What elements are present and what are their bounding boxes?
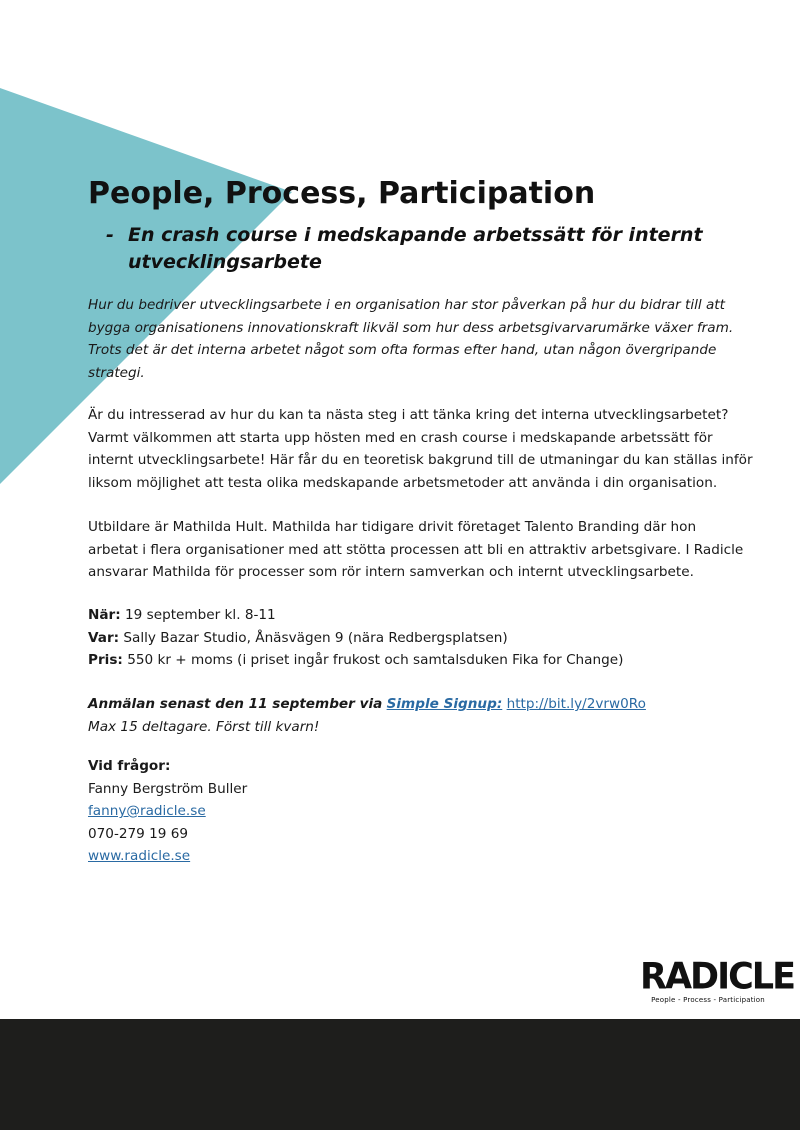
trainer-line: ansvarar Mathilda för processer som rör intern samverkan och internt utvecklingsarbete. bbox=[88, 564, 694, 580]
signup-note: Max 15 deltagare. Först till kvarn! bbox=[88, 718, 320, 735]
signup-lead: Anmälan senast den 11 september via bbox=[88, 696, 383, 712]
subtitle-dash: - bbox=[106, 224, 114, 246]
intro-paragraph bbox=[88, 294, 734, 384]
when-label: När: bbox=[88, 607, 121, 623]
body-paragraph bbox=[88, 404, 753, 494]
where-value: Sally Bazar Studio, Ånäsvägen 9 (nära Redbergsplatsen) bbox=[123, 629, 508, 646]
trainer-line: Utbildare är Mathilda Hult. Mathilda har tidigare drivit företaget Talento Branding där hon bbox=[88, 519, 697, 535]
intro-line: bygga organisationens innovationskraft likväl som hur dess arbetsgivarvarumärke växer fram. bbox=[88, 319, 734, 336]
where-label: Var: bbox=[88, 629, 120, 646]
body-line: internt utvecklingsarbete! Här får du en teoretisk bakgrund till de utmaningar du kan ställas inför bbox=[88, 452, 753, 468]
contact-phone: 070-279 19 69 bbox=[88, 825, 189, 842]
website-link[interactable]: www.radicle.se bbox=[88, 848, 191, 864]
when-value: 19 september kl. 8-11 bbox=[125, 607, 276, 623]
event-info bbox=[88, 604, 728, 672]
contact-section bbox=[88, 755, 728, 868]
intro-line: Trots det är det interna arbetet något som ofta formas efter hand, utan någon övergripande bbox=[88, 342, 717, 358]
simple-signup-link[interactable]: Simple Signup: bbox=[386, 696, 503, 712]
body-line: Varmt välkommen att starta upp hösten med en crash course i medskapande arbetssätt för bbox=[88, 429, 713, 446]
price-value: 550 kr + moms (i priset ingår frukost och samtalsduken Fika for Change) bbox=[127, 652, 624, 668]
body-line: Är du intresserad av hur du kan ta nästa steg i att tänka kring det interna utvecklingsarbetet? bbox=[88, 407, 729, 423]
signup-section bbox=[88, 693, 728, 738]
signup-url-link[interactable]: http://bit.ly/2vrw0Ro bbox=[506, 696, 646, 712]
trainer-line: arbetat i flera organisationer med att stötta processen att bli en attraktiv arbetsgivare. I Radicle bbox=[88, 541, 744, 558]
page-title: People, Process, Participation bbox=[88, 176, 596, 211]
signup-line bbox=[88, 693, 728, 716]
body-line: liksom möjlighet att testa olika medskapande arbetsmetoder att använda i din organisation. bbox=[88, 474, 718, 491]
info-when bbox=[88, 604, 728, 627]
logo-wordmark: RADICLE bbox=[640, 956, 795, 998]
radicle-logo bbox=[640, 956, 795, 1004]
trainer-paragraph bbox=[88, 516, 744, 584]
footer-bar bbox=[0, 1019, 800, 1130]
subtitle-text: En crash course i medskapande arbetssätt för internt utvecklingsarbete bbox=[128, 224, 703, 273]
contact-heading: Vid frågor: bbox=[88, 758, 171, 774]
intro-line: Hur du bedriver utvecklingsarbete i en organisation har stor påverkan på hur du bidrar till att bbox=[88, 297, 725, 313]
price-label: Pris: bbox=[88, 652, 123, 668]
intro-line: strategi. bbox=[88, 364, 145, 381]
logo-tagline: People - Process - Participation bbox=[651, 996, 765, 1004]
subtitle bbox=[106, 222, 706, 276]
info-where bbox=[88, 627, 728, 650]
contact-name: Fanny Bergström Buller bbox=[88, 780, 248, 797]
contact-email-link[interactable]: fanny@radicle.se bbox=[88, 803, 206, 819]
info-price bbox=[88, 649, 728, 672]
